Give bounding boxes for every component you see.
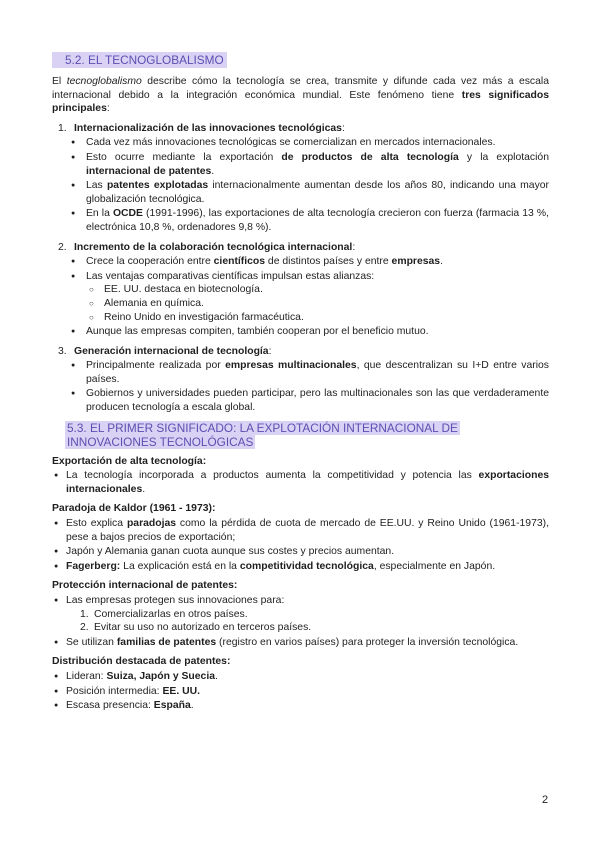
section-heading-primer-significado: 5.3. EL PRIMER SIGNIFICADO: LA EXPLOTACIÓN INTERNACIONAL DE INNOVACIONES TECNOLÓGICAS	[67, 420, 458, 449]
list-item: ● Fagerberg: La explicación está en la competitividad tecnológica, especialmente en Japón.	[52, 560, 549, 574]
document-page	[52, 52, 549, 713]
sub-list-patents	[52, 608, 549, 635]
list-item: ● Escasa presencia: España.	[52, 699, 549, 713]
list-item: 2. Evitar su uso no autorizado en terceros países.	[80, 622, 312, 634]
list-item: ○ EE. UU. destaca en biotecnología.	[52, 283, 549, 297]
numbered-item-2: 2. Incremento de la colaboración tecnológica internacional:	[58, 241, 356, 253]
list-item: ● Esto ocurre mediante la exportación de productos de alta tecnología y la explotación internacional de patentes.	[52, 151, 549, 178]
subheading-kaldor: Paradoja de Kaldor (1961 - 1973):	[52, 503, 216, 515]
list-item: ● Se utilizan familias de patentes (registro en varios países) para proteger la inversión tecnológica.	[52, 636, 549, 650]
bullet-list-export	[52, 469, 549, 496]
list-item: ● Crece la cooperación entre científicos de distintos países y entre empresas.	[52, 255, 549, 269]
sub-list-countries	[52, 283, 549, 324]
numbered-item-3: 3. Generación internacional de tecnología:	[58, 345, 272, 357]
bullet-list-1	[52, 136, 549, 234]
list-item: ● Lideran: Suiza, Japón y Suecia.	[52, 670, 549, 684]
list-item: 1. Comercializarlas en otros países.	[80, 608, 248, 620]
list-item: ● Cada vez más innovaciones tecnológicas se comercializan en mercados internacionales.	[52, 136, 549, 150]
list-item: ● Las empresas protegen sus innovaciones para:	[52, 594, 549, 608]
bullet-list-kaldor	[52, 517, 549, 573]
numbered-item-1: 1. Internacionalización de las innovaciones tecnológicas:	[58, 122, 345, 134]
subheading-exportacion: Exportación de alta tecnología:	[52, 455, 207, 467]
list-item: ● Gobiernos y universidades pueden participar, pero las multinacionales son las que verdaderamente producen tecnología a escala global.	[52, 387, 549, 414]
section-heading-tecnoglobalismo: 5.2. EL TECNOGLOBALISMO	[52, 52, 227, 68]
list-item: ● Las patentes explotadas internacionalmente aumentan desde los años 80, indicando una mayor globalización tecnológica.	[52, 179, 549, 206]
bullet-list-2b	[52, 325, 549, 339]
bullet-list-patents	[52, 594, 549, 608]
list-item: ● Posición intermedia: EE. UU.	[52, 685, 549, 699]
list-item: ● En la OCDE (1991-1996), las exportaciones de alta tecnología crecieron con fuerza (farmacia 13 %, electrónica 10,8 %, ordenadores 9,8 %).	[52, 207, 549, 234]
list-item: ● Esto explica paradojas como la pérdida de cuota de mercado de EE.UU. y Reino Unido (1961-1973), pese a bajos precios de exportación;	[52, 517, 549, 544]
subheading-distribucion: Distribución destacada de patentes:	[52, 656, 231, 668]
list-item: ● Aunque las empresas compiten, también cooperan por el beneficio mutuo.	[52, 325, 549, 339]
list-item: ● Principalmente realizada por empresas multinacionales, que descentralizan su I+D entre varios países.	[52, 359, 549, 386]
intro-paragraph: El tecnoglobalismo describe cómo la tecnología se crea, transmite y difunde cada vez más a escala internacional debido a la integración económica mundial. Este fenómeno tiene tres significados principales:	[52, 76, 550, 115]
list-item: ● Japón y Alemania ganan cuota aunque sus costes y precios aumentan.	[52, 545, 549, 559]
list-item: ○ Reino Unido en investigación farmacéutica.	[52, 311, 549, 325]
bullet-list-distribution	[52, 670, 549, 713]
subheading-patentes: Protección internacional de patentes:	[52, 580, 238, 592]
bullet-list-patents-2	[52, 636, 549, 650]
list-item: ● La tecnología incorporada a productos aumenta la competitividad y potencia las exportaciones internacionales.	[52, 469, 549, 496]
bullet-list-3	[52, 359, 549, 414]
list-item: ● Las ventajas comparativas científicas impulsan estas alianzas:	[52, 270, 549, 284]
bullet-list-2	[52, 255, 549, 283]
page-number: 2	[542, 794, 549, 806]
list-item: ○ Alemania en química.	[52, 297, 549, 311]
